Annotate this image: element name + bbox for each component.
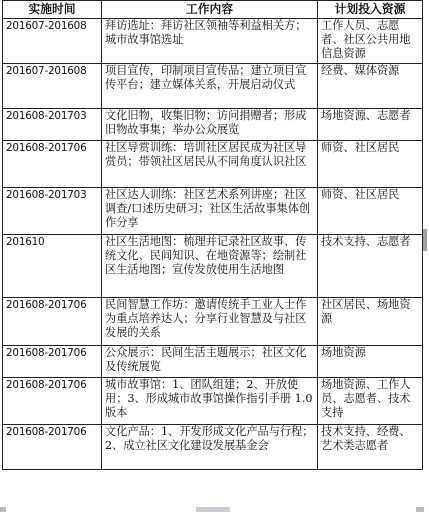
content-cell: 社区达人训练：社区艺术系列讲座；社区调查/口述历史研习；社区生活故事集体创作分享: [102, 188, 318, 235]
implementation-plan-document: [2, 0, 422, 470]
content-cell: 项目宣传，印制项目宣传品；建立项目宣传平台；建立媒体关系，开展启动仪式: [102, 64, 318, 109]
edge-mark-center: [196, 507, 230, 512]
period-cell: 201608-201703: [3, 188, 102, 235]
header-period: 实施时间: [3, 1, 102, 19]
content-cell: 拜访选址：拜访社区领袖等利益相关方；城市故事馆选址: [102, 19, 318, 64]
table-row: [3, 141, 423, 188]
period-cell: 201610: [3, 235, 102, 298]
resources-cell: 场地资源、工作人员、志愿者、技术支持: [318, 378, 423, 425]
resources-cell: 经费、媒体资源: [318, 64, 423, 109]
resources-cell: 场地资源: [318, 346, 423, 378]
content-cell: 文化旧物，收集旧物；访问捐赠者；形成旧物故事集；举办公众展览: [102, 109, 318, 141]
period-cell: 201607-201608: [3, 19, 102, 64]
period-cell: 201608-201706: [3, 346, 102, 378]
period-cell: 201608-201706: [3, 298, 102, 346]
period-cell: 201607-201608: [3, 64, 102, 109]
table-header-row: [3, 1, 423, 19]
period-cell: 201608-201706: [3, 141, 102, 188]
resources-cell: 师资、社区居民: [318, 188, 423, 235]
resources-cell: 社区居民、场地资源: [318, 298, 423, 346]
resources-cell: 工作人员、志愿者、社区公共用地信息资源: [318, 19, 423, 64]
resources-cell: 场地资源、志愿者: [318, 109, 423, 141]
edge-mark-left: [0, 507, 6, 512]
period-cell: 201608-201703: [3, 109, 102, 141]
table-row: [3, 425, 423, 470]
table-row: [3, 64, 423, 109]
header-content: 工作内容: [102, 1, 318, 19]
content-cell: 城市故事馆：1、团队组建；2、开放使用；3、形成城市故事馆操作指引手册 1.0 版本: [102, 378, 318, 425]
scroll-handle[interactable]: [423, 229, 427, 251]
implementation-plan-table: [2, 0, 423, 470]
header-resources: 计划投入资源: [318, 1, 423, 19]
table-row: [3, 235, 423, 298]
table-row: [3, 298, 423, 346]
content-cell: 民间智慧工作坊：邀请传统手工业人士作为重点培养达人；分享行业智慧及与社区发展的关系: [102, 298, 318, 346]
resources-cell: 师资、社区居民: [318, 141, 423, 188]
resources-cell: 技术支持、经费、艺术类志愿者: [318, 425, 423, 470]
table-row: [3, 346, 423, 378]
table-row: [3, 109, 423, 141]
table-row: [3, 378, 423, 425]
content-cell: 社区导赏训练：培训社区居民成为社区导赏员；带领社区居民从不同角度认识社区: [102, 141, 318, 188]
table-row: [3, 188, 423, 235]
content-cell: 文化产品：1、开发形成文化产品与行程；2、成立社区文化建设发展基金会: [102, 425, 318, 470]
table-row: [3, 19, 423, 64]
resources-cell: 技术支持、志愿者: [318, 235, 423, 298]
edge-mark-right: [416, 507, 424, 512]
content-cell: 公众展示：民间生活主题展示；社区文化及传统展览: [102, 346, 318, 378]
period-cell: 201608-201706: [3, 425, 102, 470]
content-cell: 社区生活地图：梳理并记录社区故事、传统文化、民间知识、在地资源等；绘制社区生活地图；宣传发放使用生活地图: [102, 235, 318, 298]
period-cell: 201608-201706: [3, 378, 102, 425]
bottom-edge-artifacts: [0, 506, 429, 512]
